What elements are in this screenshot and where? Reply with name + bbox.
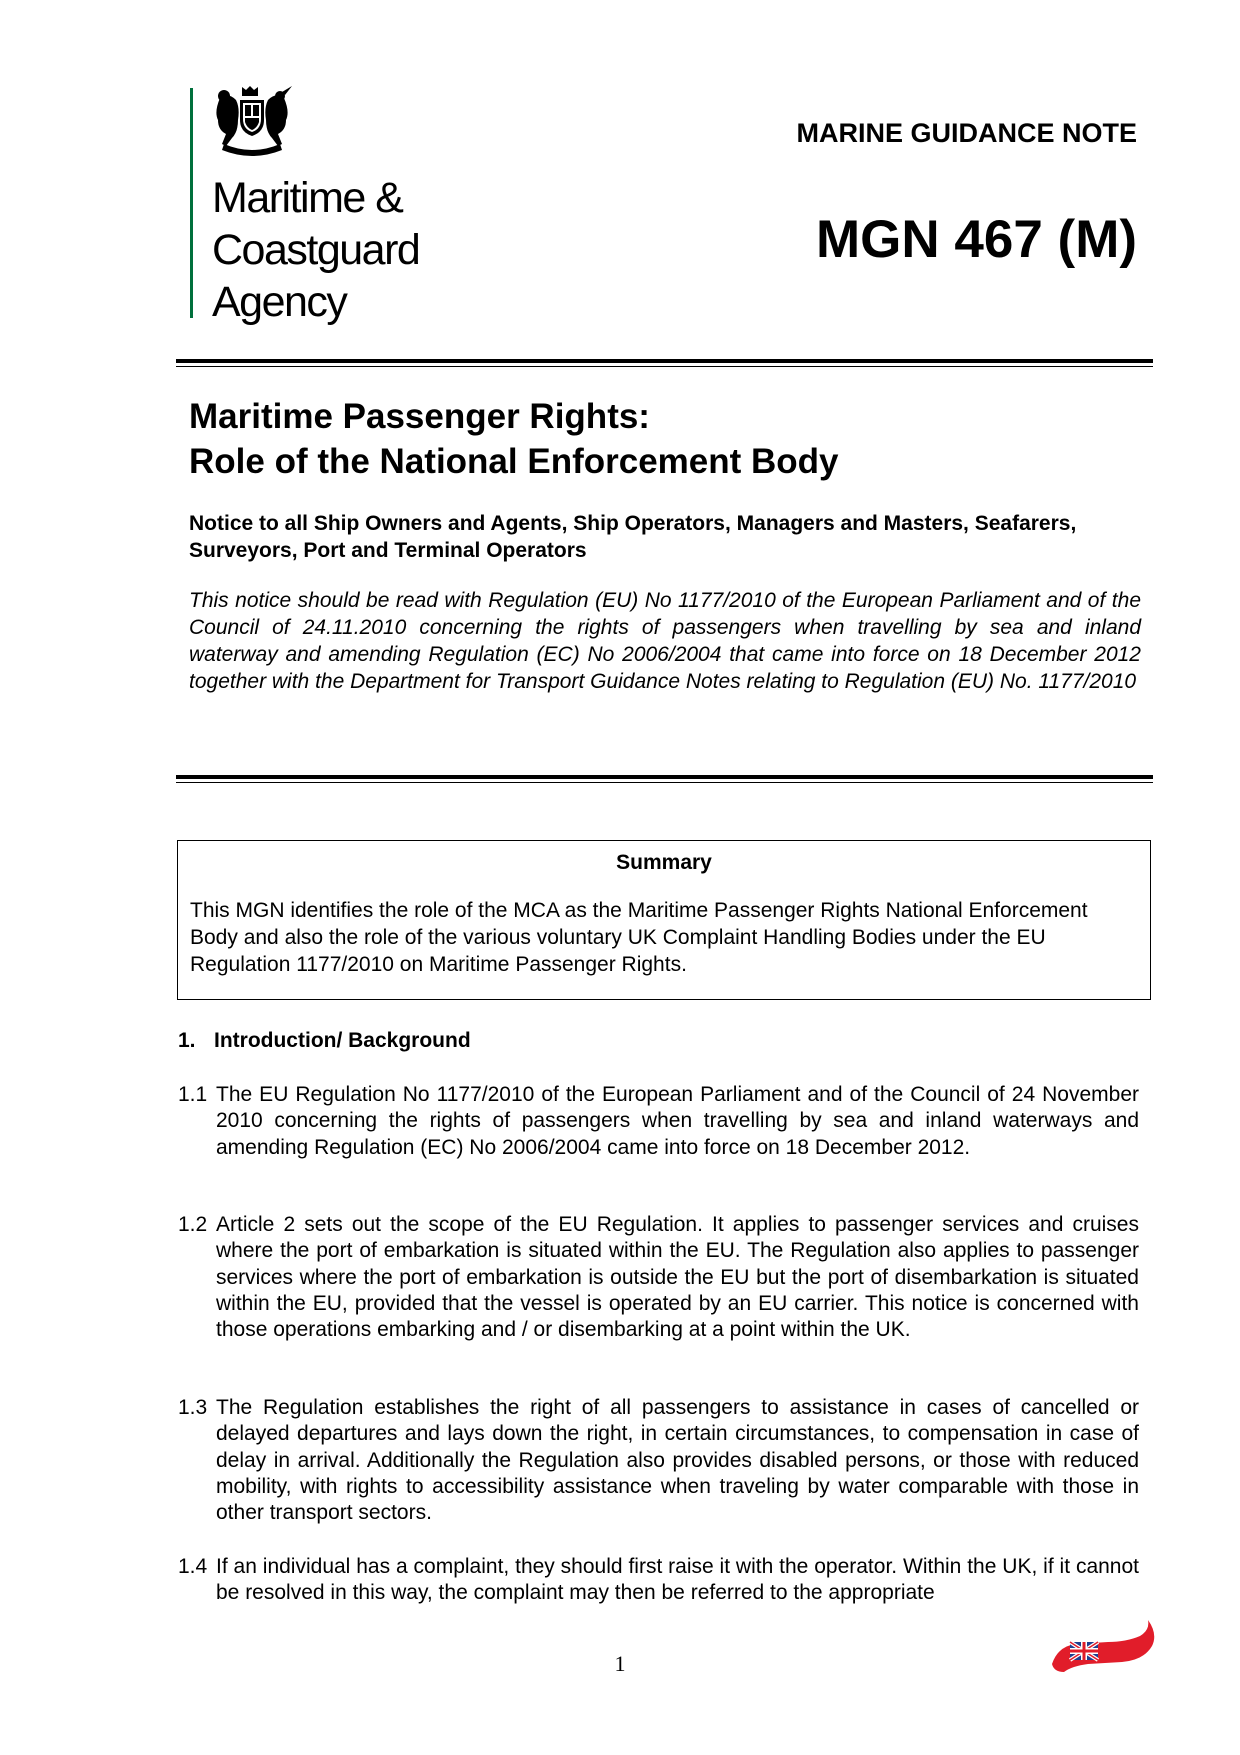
section-heading xyxy=(178,1029,471,1053)
paragraph-number: 1.2 xyxy=(178,1213,208,1236)
title-line: Maritime Passenger Rights: xyxy=(189,397,650,436)
paragraph xyxy=(178,1212,1139,1343)
paragraph-text: The Regulation establishes the right of all passengers to assistance in cases of cancelled or delayed departures and lays down the right, in certain circumstances, to compensation in case of delay in arrival. Additionally the Regulation also provides disabled persons, or those with reduced mobility, with rights to accessibility assistance when traveling by water comparable with those in other transport sectors. xyxy=(216,1396,1139,1525)
section-title: Introduction/ Background xyxy=(214,1029,471,1052)
logo-line: Agency xyxy=(212,278,347,326)
summary-heading: Summary xyxy=(616,851,712,874)
paragraph xyxy=(178,1082,1139,1161)
mgn-number: MGN 467 (M) xyxy=(816,210,1137,269)
header-divider xyxy=(176,359,1153,367)
logo-accent-bar xyxy=(190,88,193,318)
logo-wordmark xyxy=(212,172,419,328)
paragraph-number: 1.1 xyxy=(178,1083,208,1106)
document-title xyxy=(189,394,1139,484)
logo-line: Maritime & xyxy=(212,174,403,222)
title-line: Role of the National Enforcement Body xyxy=(189,442,839,481)
paragraph xyxy=(178,1395,1139,1526)
paragraph-number: 1.3 xyxy=(178,1396,208,1419)
document-type-label: MARINE GUIDANCE NOTE xyxy=(796,118,1137,148)
reference-note: This notice should be read with Regulation (EU) No 1177/2010 of the European Parliament and of the Council of 24.11.2010 concerning the rights of passengers when travelling by sea and inland waterway and amending Regulation (EC) No 2006/2004 that came into force on 18 December 2012 together with the Department for Transport Guidance Notes relating to Regulation (EU) No. 1177/2010 xyxy=(189,589,1141,693)
summary-box xyxy=(177,840,1151,1000)
red-ensign-icon xyxy=(1048,1620,1156,1672)
paragraph-text: If an individual has a complaint, they should first raise it with the operator. Within the UK, if it cannot be resolved in this way, the complaint may then be referred to the appropriate xyxy=(216,1555,1139,1605)
royal-coat-of-arms-icon xyxy=(210,86,294,158)
mca-logo xyxy=(190,86,490,326)
section-number: 1. xyxy=(178,1029,196,1052)
summary-text: This MGN identifies the role of the MCA as the Maritime Passenger Rights National Enforcement Body and also the role of the various voluntary UK Complaint Handling Bodies under the EU Regulation 1177/2010 on Maritime Passenger Rights. xyxy=(190,899,1088,976)
logo-line: Coastguard xyxy=(212,226,420,274)
paragraph-number: 1.4 xyxy=(178,1555,208,1578)
paragraph-text: Article 2 sets out the scope of the EU Regulation. It applies to passenger services and cruises where the port of embarkation is situated within the EU. The Regulation also applies to passenger services where the port of embarkation is outside the EU but the port of disembarkation is situated within the EU, provided that the vessel is operated by an EU carrier. This notice is concerned with those operations embarking and / or disembarking at a point within the UK. xyxy=(216,1213,1139,1342)
audience-notice: Notice to all Ship Owners and Agents, Ship Operators, Managers and Masters, Seafarers, Surveyors, Port and Terminal Operators xyxy=(189,512,1077,562)
paragraph xyxy=(178,1554,1139,1607)
title-divider xyxy=(176,775,1153,783)
paragraph-text: The EU Regulation No 1177/2010 of the European Parliament and of the Council of 24 November 2010 concerning the rights of passengers when travelling by sea and inland waterways and amending Regulation (EC) No 2006/2004 came into force on 18 December 2012. xyxy=(216,1083,1139,1159)
page-number: 1 xyxy=(614,1651,626,1676)
